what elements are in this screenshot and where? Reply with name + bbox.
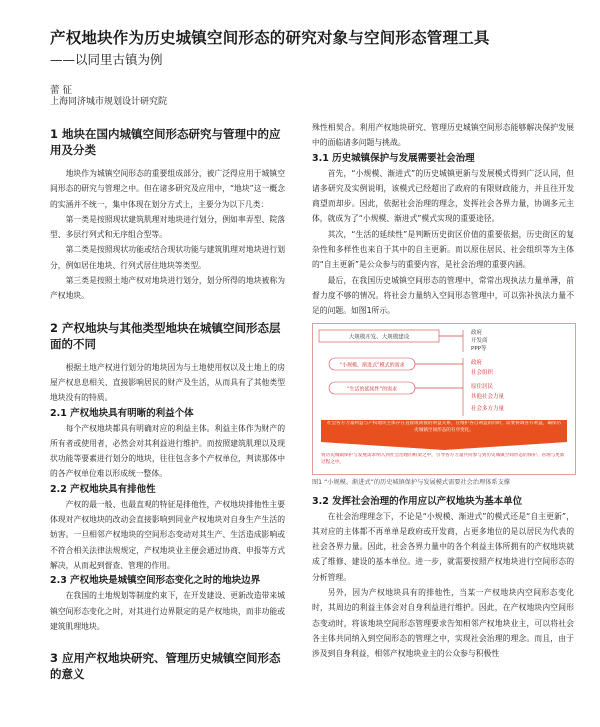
fig-tag-9: 原住居民 — [471, 383, 494, 390]
section-3-heading: 3 应用产权地块研究、管理历史城镇空间形态的意义 — [50, 651, 281, 682]
section-2-heading: 2 产权地块与其他类型地块在城镇空间形态层面的不同 — [50, 320, 281, 351]
section-2-2-heading: 2.2 产权地块具有排他性 — [50, 483, 156, 495]
fig-text-2: 将历史城镇保护与发展需求纳入到社会治理的框架之中，引导各方力量共同参与到历史城镇空间形态的保护、管理与更新过程之中。 — [321, 452, 565, 465]
fig-tag-10: 其他社会力量 — [471, 393, 505, 400]
paragraph: 最后，在我国历史城镇空间形态的管理中，常常出现执法力量单薄，前督力度不够的情况。将社会力量纳入空间形态管理中，可以弥补执法力量不足的问题。如图1所示。 — [312, 275, 574, 316]
paragraph: 另外，因为产权地块具有的排他性，当某一产权地块内空间形态变化时，其周边的利益主体会对自身利益进行维护。因此，在产权地块内空间形态变动时，将该地块空间形态管理要求告知相邻产权地块业主，可以将社会各主体共同纳入到空间形态的管理之中，实现社会治理的理念。而且，由于涉及到自身利益，相邻产权地块业主的公众参与积极性 — [312, 588, 574, 659]
paragraph: 首先，“小规模、渐进式”的历史城镇更新与发展模式得到广泛认同，但诸多研究及实例说明，该模式已经超出了政府的有限财政能力，并且往开发商望而却步。因此，依据社会治理的理念，发挥社会各界力量，协调多元主体，就成为了“小规模、渐进式”模式实现的重要途径。 — [312, 168, 574, 224]
right-column — [312, 120, 574, 662]
figure-1 — [312, 323, 576, 475]
paragraph: 第三类是按照土地产权对地块进行划分，划分所得的地块被称为产权地块。 — [50, 276, 285, 301]
paragraph: 第二类是按照现状功能或结合现状功能与建筑肌理对地块进行划分，例如居住地块、行列式居住地块等类型。 — [50, 245, 285, 270]
fig-tag-7: 社会组织 — [471, 369, 494, 376]
paragraph: 殊性相契合。利用产权地块研究、管理历史城镇空间形态能够解决保护发展中的面临诸多问题与挑战。 — [312, 123, 574, 148]
section-1-heading: 1 地块在国内城镇空间形态研究与管理中的应用及分类 — [50, 127, 281, 157]
fig-tag-5: “小规模、渐进式”模式的需求 — [339, 362, 405, 369]
paragraph: 在我国的土地规划等制度约束下，在开发建设、更新改造带来城镇空间形态变化之时，对其进行边界限定的是产权地块，而非功能或建筑肌理地块。 — [50, 591, 285, 631]
fig-tag-2: 政府 — [471, 329, 483, 336]
fig-tag-8: “生活的延续性”的需求 — [346, 386, 398, 393]
section-3-1-heading: 3.1 历史城镇保护与发展需要社会治理 — [312, 152, 475, 164]
paper-title: 产权地块作为历史城镇空间形态的研究对象与空间形态管理工具 — [50, 29, 490, 47]
fig-tag-6: 政府 — [471, 359, 483, 366]
paragraph: 每个产权地块都具有明确对应的利益主体。利益主体作为财产的所有者或使用者，必然会对其利益进行维护。而按照建筑肌理以及现状功能等要素进行划分的地块，往往包含多个产权单位，判读那体中的各产权单位难以形成统一整体。 — [50, 423, 285, 479]
fig-tag-3: 开发商 — [471, 337, 488, 344]
fig-text-1: 社会各方力量利益与产权地块主体存在直接或间接的利益关系，在维护各自利益的同时，需要协调各方利益，确保历史城镇空间形态的有序变化。 — [326, 420, 562, 433]
section-2-1-heading: 2.1 产权地块具有明晰的利益个体 — [50, 407, 194, 419]
left-column — [50, 120, 285, 690]
paragraph: 产权的最一般、也最直观的特征是排他性，产权地块排他性主要体现对产权地块的改动会直接影响到同业产权地块对自身生产生活的妨害。一旦相邻产权地块的空间形态变动对其生产、生活造成影响或不符合相关法律法规规定，产权地块业主便会通过协商、申报等方式解决，从而起到督查、管理的作用。 — [50, 499, 285, 570]
section-2-3-heading: 2.3 产权地块是城镇空间形态变化之时的地块边界 — [50, 575, 261, 587]
figure-1-caption: 图1 “小规模、渐进式”的历史城镇保护与发展模式需要社会治理体系支撑 — [312, 478, 510, 486]
affiliation: 上海同济城市规划设计研究院 — [50, 97, 168, 107]
paragraph: 地块作为城镇空间形态的重要组成部分，被广泛得应用于城镇空间形态的研究与管理之中。但在诸多研究及应用中，“地块”这一概念的实涵并不统一，集中体现在划分方式上，主要分为以下几类： — [50, 169, 285, 209]
figure-1-diagram — [313, 324, 575, 474]
paragraph: 第一类是按照现状建筑肌理对地块进行划分，例如率弄型、院落型、多层行列式和无序组合型等。 — [50, 214, 285, 240]
author: 蕾 征 — [50, 85, 73, 96]
paragraph: 其次，“生活的延续性”是判断历史街区价值的重要依据，历史街区的复杂性和多样性也来自于其中的自主更新。而以原住居民、社会组织等为主体的“自主更新”是公众参与的重要内容，是社会治理的重要内涵。 — [312, 229, 574, 270]
fig-tag-11: 社会多方力量 — [471, 405, 505, 412]
fig-tag-1: 大规模开发、大规模建设 — [348, 334, 410, 341]
section-3-2-heading: 3.2 发挥社会治理的作用应以产权地块为基本单位 — [312, 495, 523, 507]
paper-subtitle: ——以同里古镇为例 — [50, 52, 163, 67]
fig-tag-4: PPP等 — [471, 345, 487, 352]
paragraph: 根据土地产权进行划分的地块因为与土地使用权以及土地上的房屋产权息息相关、直接影响居民的财产及生活，从而具有了其他类型地块没有的特质。 — [50, 362, 285, 403]
paragraph: 在社会治理理念下，不论是“小规模、渐进式”的模式还是“自主更新”，其对应的主体都不再单单是政府或开发商，占更多地位的是以居民为代表的社会各界力量。因此，社会各界力量中的各个利益主体所拥有的产权地块就成了维修、建设的基本单位。进一步，就需要按照产权地块进行空间形态的分析管理。 — [312, 511, 574, 582]
